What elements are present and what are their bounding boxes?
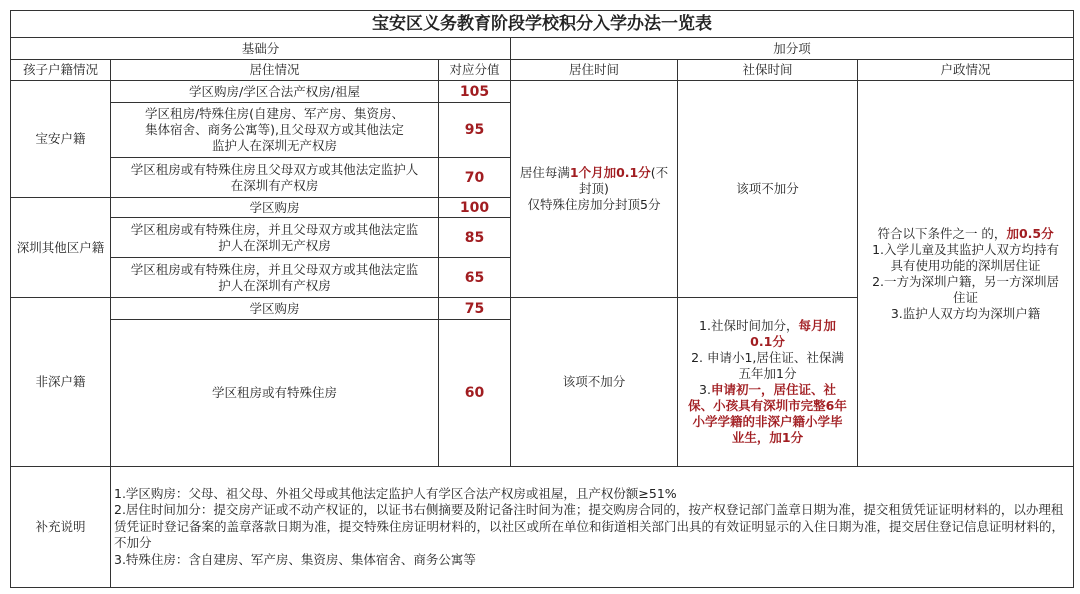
hukou-label: 非深户籍 xyxy=(11,298,111,467)
residence-cell: 学区租房/特殊住房(自建房、军产房、集资房、集体宿舍、商务公寓等),且父母双方或其他法定监护人在深圳无产权房 xyxy=(111,103,439,158)
notes-row xyxy=(11,467,1074,588)
header-household: 户政情况 xyxy=(858,60,1074,81)
social-security-sz: 该项不加分 xyxy=(678,81,858,298)
residence-cell: 学区租房或有特殊住房，并且父母双方或其他法定监护人在深圳有产权房 xyxy=(111,258,439,298)
residence-cell: 学区购房/学区合法产权房/祖屋 xyxy=(111,81,439,103)
score-cell: 75 xyxy=(439,298,511,320)
hukou-label: 宝安户籍 xyxy=(11,81,111,198)
note-item: 2.居住时间加分：提交房产证或不动产权证的，以证书右侧摘要及附记备注时间为准；提交购房合同的，按产权登记部门盖章日期为准，提交租赁凭证证明材料的，以办理租赁凭证时登记备案的盖章落款日期为准，提交特殊住房证明材料的，以社区或所在单位和街道相关部门出具的有效证明显示的入住日期为准，提交居住登记信息证明材料的，不加分 xyxy=(114,502,1065,551)
header-score: 对应分值 xyxy=(439,60,511,81)
admission-points-table xyxy=(10,10,1074,588)
highlight-text: 1个月加0.1分 xyxy=(569,165,651,180)
score-cell: 105 xyxy=(439,81,511,103)
header-residence-time: 居住时间 xyxy=(511,60,678,81)
score-cell: 60 xyxy=(439,320,511,467)
text: 1.入学儿童及其监护人双方均持有具有使用功能的深圳居住证 xyxy=(872,241,1059,273)
score-cell: 85 xyxy=(439,218,511,258)
highlight-text: 加0.5分 xyxy=(1006,225,1054,241)
score-cell: 100 xyxy=(439,198,511,218)
text: 1.社保时间加分， xyxy=(699,318,799,333)
header-hukou: 孩子户籍情况 xyxy=(11,60,111,81)
score-cell: 95 xyxy=(439,103,511,158)
text: 2. 申请小1,居住证、社保满五年加1分 xyxy=(691,350,844,381)
header-base: 基础分 xyxy=(11,38,511,60)
text: 2.一方为深圳户籍，另一方深圳居住证 xyxy=(872,273,1059,305)
text: 3.监护人双方均为深圳户籍 xyxy=(890,305,1041,321)
residence-time-sz xyxy=(511,81,678,298)
residence-cell: 学区租房或有特殊住房且父母双方或其他法定监护人在深圳有产权房 xyxy=(111,158,439,198)
header-bonus: 加分项 xyxy=(511,38,1074,60)
residence-cell: 学区购房 xyxy=(111,198,439,218)
highlight-text: 申请初一，居住证、社保、小孩具有深圳市完整6年小学学籍的非深户籍小学毕业生，加1分 xyxy=(688,382,847,445)
text: 居住每满 xyxy=(519,165,570,180)
text: 仅特殊住房加分封顶5分 xyxy=(527,197,661,212)
highlight-text: 每月加0.1分 xyxy=(750,318,836,349)
residence-cell: 学区租房或有特殊住房，并且父母双方或其他法定监护人在深圳无产权房 xyxy=(111,218,439,258)
table-row xyxy=(11,81,1074,103)
text: (不封顶) xyxy=(579,165,669,196)
note-item: 3.特殊住房：含自建房、军产房、集资房、集体宿舍、商务公寓等 xyxy=(114,551,476,567)
notes-content xyxy=(111,467,1074,588)
text: 符合以下条件之一 的， xyxy=(877,225,1007,241)
header-residence: 居住情况 xyxy=(111,60,439,81)
page-title: 宝安区义务教育阶段学校积分入学办法一览表 xyxy=(11,11,1074,38)
residence-time-non: 该项不加分 xyxy=(511,298,678,467)
text: 3. xyxy=(699,382,711,397)
score-cell: 70 xyxy=(439,158,511,198)
hukou-label: 深圳其他区户籍 xyxy=(11,198,111,298)
note-item: 1.学区购房：父母、祖父母、外祖父母或其他法定监护人有学区合法产权房或祖屋，且产权份额≥51% xyxy=(114,485,677,501)
notes-label: 补充说明 xyxy=(11,467,111,588)
score-cell: 65 xyxy=(439,258,511,298)
household-cell xyxy=(858,81,1074,467)
header-social-security: 社保时间 xyxy=(678,60,858,81)
residence-cell: 学区购房 xyxy=(111,298,439,320)
residence-cell: 学区租房或有特殊住房 xyxy=(111,320,439,467)
social-security-non xyxy=(678,298,858,467)
